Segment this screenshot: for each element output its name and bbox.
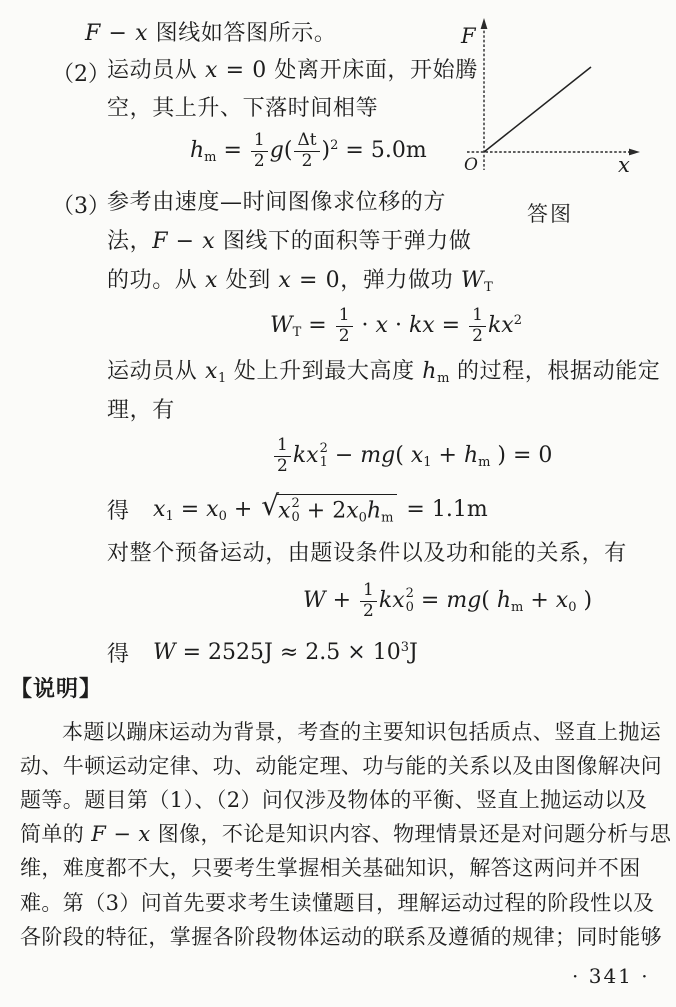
item-2-label: （2） <box>52 62 110 87</box>
note-line: 动、牛顿运动定律、功、动能定理、功与能的关系以及由图像解决问 <box>20 754 662 778</box>
fx-line <box>484 67 591 152</box>
y-axis-label: F <box>461 24 476 48</box>
result-row-work <box>107 637 418 668</box>
formula-energy-conservation: W + $\frac{1}{2}$ kx 2 0 = mg( hm + x0 ) <box>303 580 593 621</box>
note-line: 难。第（3）问首先要求考生读懂题目，理解运动过程的阶段性以及 <box>20 891 655 915</box>
result-label: 得 <box>107 642 130 667</box>
note-line: 本题以蹦床运动为背景，考查的主要知识包括质点、竖直上抛运 <box>62 720 662 744</box>
formula-hmax: hm = $\frac{1}{2}$ g( $\frac{\Delta t}{2}$ )$^2$ = 5.0m <box>190 130 427 171</box>
note-header: 【说明】 <box>10 676 103 702</box>
item-3-label: （3） <box>52 194 110 219</box>
x-axis-arrow-icon <box>629 149 640 156</box>
x-axis-label: x <box>618 153 630 177</box>
note-line: 简单的 F − x 图像，不论是知识内容、物理情景还是对问题分析与思 <box>20 822 672 846</box>
body-line-rise-2: 理，有 <box>107 398 175 423</box>
page-number: · 341 · <box>572 964 650 988</box>
intro-line: F − x 图线如答图所示。 <box>85 21 337 46</box>
result-row-x1 <box>107 489 488 526</box>
note-line: 题等。题目第（1）、（2）问仅涉及物体的平衡、竖直上抛运动以及 <box>20 788 648 812</box>
item-3-line-1: 参考由速度—时间图像求位移的方 <box>107 190 447 215</box>
formula-x1: x1 = x0 + √ x 2 0 + 2x0hm = 1.1m <box>153 489 488 526</box>
answer-figure <box>445 12 655 187</box>
note-line: 各阶段的特征，掌握各阶段物体运动的联系及遵循的规律；同时能够 <box>20 925 662 949</box>
item-2-line-2: 空，其上升、下落时间相等 <box>107 96 379 121</box>
figure-caption: 答图 <box>527 202 573 226</box>
item-3-line-3: 的功。从 x 处到 x = 0，弹力做功 WT <box>107 268 493 295</box>
y-axis-arrow-icon <box>481 18 488 29</box>
item-3-line-2: 法，F − x 图线下的面积等于弹力做 <box>107 229 472 254</box>
body-line-prep: 对整个预备运动，由题设条件以及功和能的关系，有 <box>107 541 627 566</box>
formula-spring-work: WT = $\frac{1}{2}$ · x · kx = $\frac{1}{2}$ $kx^2$ <box>270 305 522 346</box>
item-2-line-1: 运动员从 x = 0 处离开床面，开始腾 <box>107 58 478 83</box>
formula-work-result: $W = 2525J \approx 2.5 \times 10^3J$ <box>153 640 418 665</box>
note-line: 维，难度都不大，只要考生掌握相关基础知识，解答这两问并不困 <box>20 856 641 880</box>
body-line-rise: 运动员从 x1 处上升到最大高度 hm 的过程，根据动能定 <box>107 359 661 386</box>
formula-kinetic-energy: $\frac{1}{2}$ kx 2 1 − mg( x1 + hm ) = 0 <box>272 436 552 476</box>
origin-label: O <box>464 155 478 175</box>
result-label: 得 <box>107 499 130 525</box>
